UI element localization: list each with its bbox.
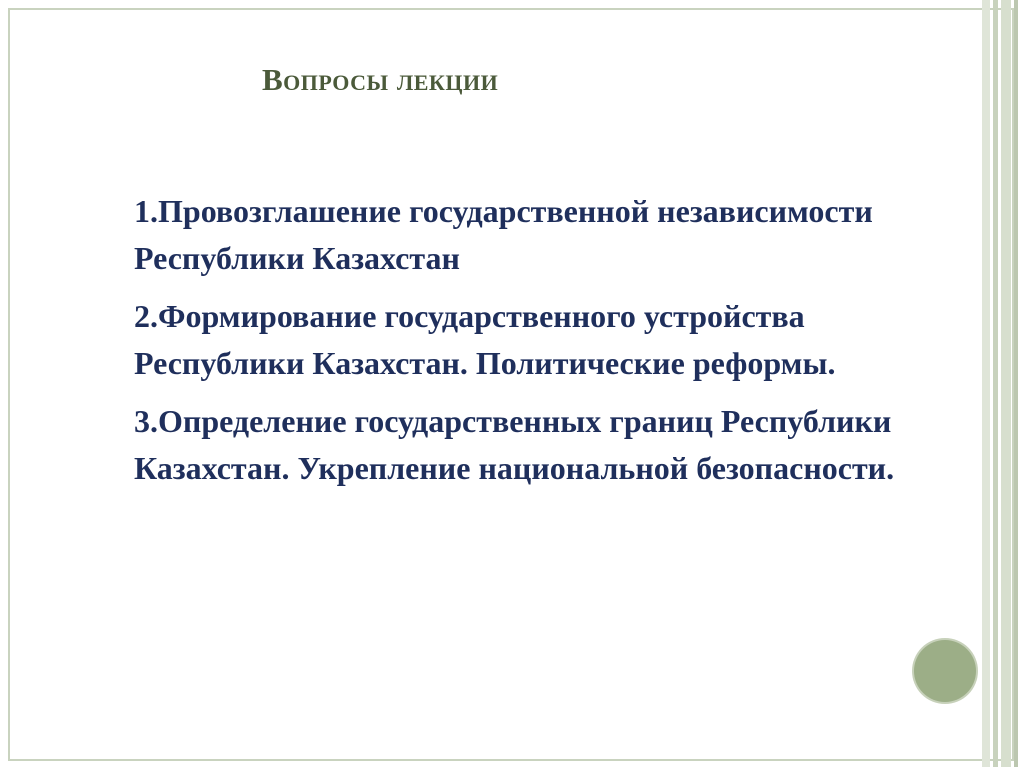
list-item: 3.Определение государственных границ Республики Казахстан. Укрепление национальной безопасности. [134, 403, 895, 486]
decor-stripe [993, 0, 998, 767]
decor-stripe [1014, 0, 1018, 767]
lecture-questions-list [134, 188, 934, 503]
decor-stripe [1001, 0, 1011, 767]
decor-circle-icon [914, 640, 976, 702]
decor-stripe [982, 0, 990, 767]
slide-title: Вопросы лекции [262, 62, 499, 97]
list-item: 1.Провозглашение государственной независимости Республики Казахстан [134, 193, 873, 276]
list-item: 2.Формирование государственного устройства Республики Казахстан. Политические реформы. [134, 298, 836, 381]
